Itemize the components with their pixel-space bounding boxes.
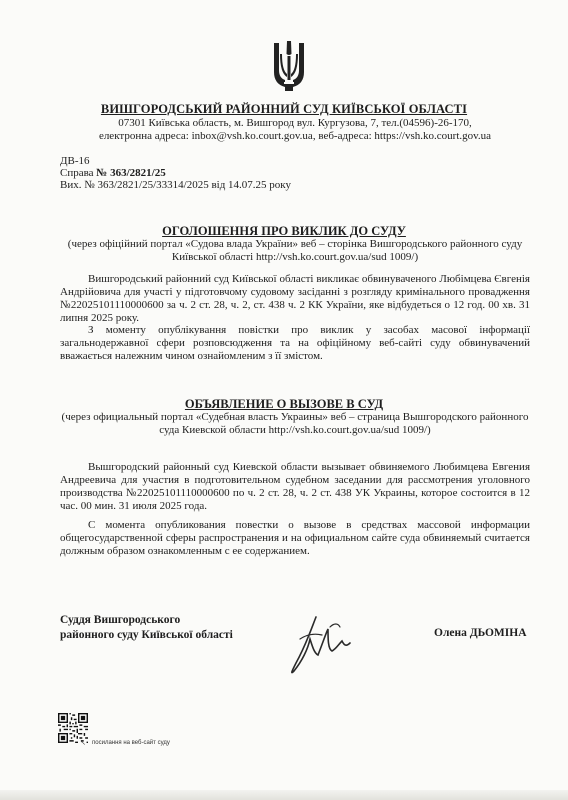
ru-summons-paragraph: Вышгородский районный суд Киевской области вызывает обвиняемого Любимцева Евгения Андреевича для участия в подготовительном судебном заседании для рассмотрения уголовного производства №22025101110000600 по ч. 2 ст. 28, ч. 2 ст. 438 УК Украины, которое состоится в 12 час. 00 мин. 31 июля 2025 года. bbox=[60, 461, 530, 512]
case-line bbox=[60, 167, 166, 179]
judge-title bbox=[60, 613, 260, 643]
ua-publication-paragraph: З моменту опублікування повістки про виклик у засобах масової інформації загальнодержавної сфери розповсюдження та на офіційному веб-сайті суду обвинувачений вважається належним чином ознайомленим з її змістом. bbox=[60, 324, 530, 362]
arrow-icon: ↖ bbox=[80, 739, 86, 747]
ua-summons-paragraph: Вишгородський районний суд Київської області викликає обвинуваченого Любімцева Євгенія Андрійовича для участі у підготовчому судовому засіданні з розгляду кримінального провадження №22025101110000600 за ч. 2 ст. 28, ч. 2, ст. 438 ч. 2 КК України, яке відбудеться о 12 год. 00 хв. 31 липня 2025 року. bbox=[60, 273, 530, 324]
outgoing-number: Вих. № 363/2821/25/33314/2025 від 14.07.25 року bbox=[60, 179, 291, 191]
page-edge bbox=[0, 790, 568, 800]
court-address: 07301 Київська область, м. Вишгород вул. Кургузова, 7, тел.(04596)-26-170, bbox=[118, 117, 472, 129]
case-label: Справа bbox=[60, 167, 97, 179]
judge-name: Олена ДЬОМІНА bbox=[434, 627, 527, 639]
trident-emblem-icon bbox=[272, 40, 306, 92]
case-number: № 363/2821/25 bbox=[96, 167, 166, 179]
judge-title-line-1: Суддя Вишгородського bbox=[60, 614, 181, 626]
ru-notice-title: ОБЪЯВЛЕНИЕ О ВЫЗОВЕ В СУД bbox=[184, 397, 384, 411]
court-title: ВИШГОРОДСЬКИЙ РАЙОННИЙ СУД КИЇВСЬКОЇ ОБЛАСТІ bbox=[100, 102, 468, 116]
qr-caption: посилання на веб-сайт суду bbox=[92, 740, 170, 746]
ru-notice-subtitle: (через официальный портал «Судебная власть Украины» веб – страница Вышгородского районного суда Киевской области http://vsh.ko.court.gov.ua/sud 1009/) bbox=[61, 411, 529, 436]
judge-title-line-2: районного суду Київської області bbox=[60, 629, 233, 641]
ua-notice-subtitle: (через офіційний портал «Судова влада України» веб – сторінка Вишгородського районного суду Київської області http://vsh.ko.court.gov.ua/sud 1009/) bbox=[67, 238, 523, 263]
ru-publication-paragraph: С момента опубликования повестки о вызове в средствах массовой информации общегосударственной сферы распространения и на официальном сайте суда обвиняемый считается должным образом ознакомленным с ее содержанием. bbox=[60, 519, 530, 557]
court-contacts: електронна адреса: inbox@vsh.ko.court.gov.ua, веб-адреса: https://vsh.ko.court.gov.ua bbox=[98, 130, 492, 142]
handwritten-signature bbox=[272, 605, 382, 685]
document-code: ДВ-16 bbox=[60, 155, 90, 167]
ua-notice-title: ОГОЛОШЕННЯ ПРО ВИКЛИК ДО СУДУ bbox=[162, 224, 406, 238]
